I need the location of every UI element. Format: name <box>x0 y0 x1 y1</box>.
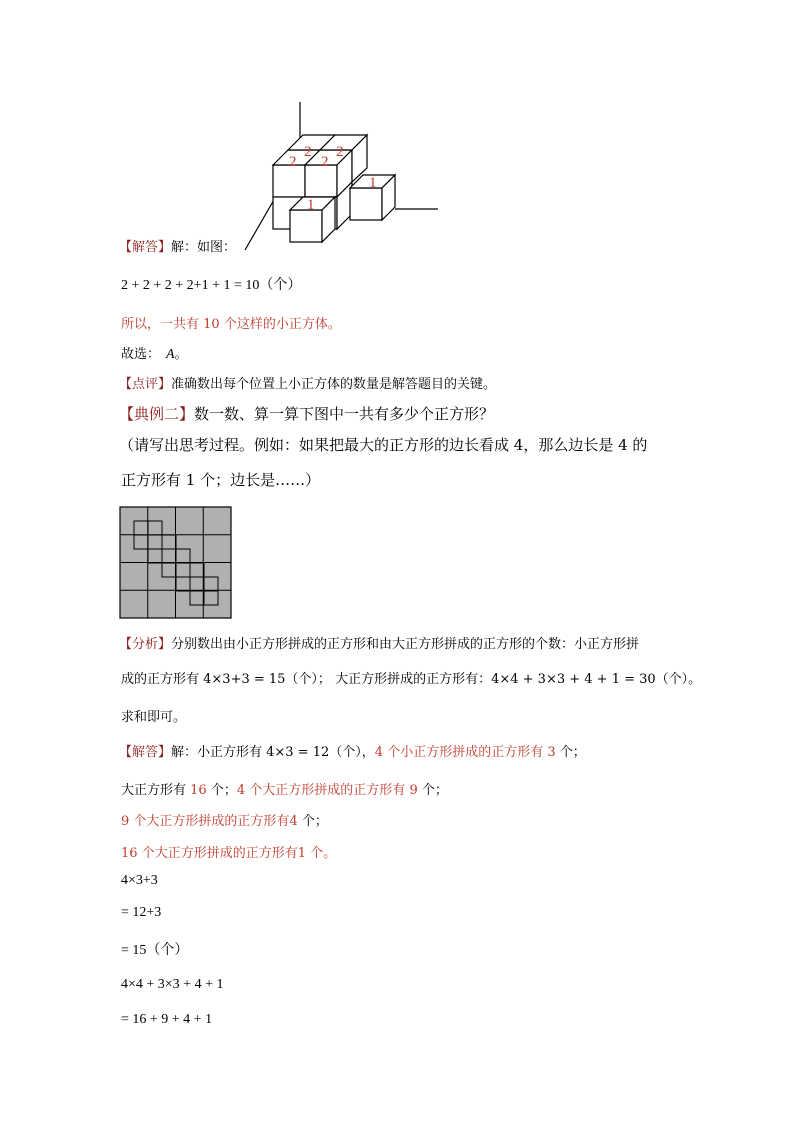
cube-label: 2 <box>321 154 329 170</box>
example-tag: 【典例二】 <box>119 405 195 423</box>
comment-tag: 【点评】 <box>119 377 172 392</box>
conclusion-pre: 所以，一共有 <box>121 317 200 332</box>
text: 16 <box>121 846 138 861</box>
text: 大正方形有 <box>121 783 187 798</box>
square-grid-figure <box>119 506 233 620</box>
text: 9 <box>121 814 130 829</box>
text: 1 <box>297 846 306 861</box>
cube-label: 1 <box>307 197 315 213</box>
text: 16 <box>190 783 207 798</box>
analysis-line2 <box>121 668 701 687</box>
analysis-text: 分别数出由小正方形拼成的正方形和由大正方形拼成的正方形的个数：小正方形拼 <box>171 637 640 652</box>
comment-text: 准确数出每个位置上小正方体的数量是解答题目的关键。 <box>171 377 497 392</box>
text: 4 <box>374 745 384 760</box>
example2-hint-2: 正方形有 1 个；边长是……） <box>121 471 321 489</box>
text: 个； <box>210 783 237 798</box>
conclusion-post: 个这样的小正方体。 <box>223 317 341 332</box>
calc1-line: = 15（个） <box>121 943 189 958</box>
example-question: 数一数、算一算下图中一共有多少个正方形？ <box>194 405 495 423</box>
text: 个； <box>559 745 586 760</box>
cube-label: 2 <box>336 144 344 160</box>
answer1-conclusion <box>121 313 341 332</box>
text: 4 <box>236 783 246 798</box>
text: 个。 <box>310 846 337 861</box>
choice-label: 故选： <box>121 347 161 362</box>
text: 3 <box>547 745 556 760</box>
calc2-line: = 16 + 9 + 4 + 1 <box>121 1012 213 1027</box>
analysis-small: 成的正方形有 4×3+3 = 15（个）； <box>121 672 331 687</box>
text: 个； <box>301 814 328 829</box>
text: 9 <box>409 783 418 798</box>
answer2-line3 <box>121 810 328 829</box>
text: 个大正方形拼成的正方形有 <box>249 783 406 798</box>
analysis-tag: 【分析】 <box>119 637 172 652</box>
analysis-line1 <box>119 633 639 652</box>
text: 个大正方形拼成的正方形有 <box>141 846 298 861</box>
comment1-line <box>119 373 496 392</box>
example2-question-line <box>119 403 494 424</box>
cube-label: 1 <box>369 175 377 191</box>
answer2-line2 <box>121 779 448 798</box>
text: 解：小正方形有 4×3 = 12（个）， <box>171 745 375 760</box>
choice-value: A <box>166 347 175 362</box>
text: 个大正方形拼成的正方形有 <box>133 814 290 829</box>
answer1-line <box>119 236 236 255</box>
answer1-equation: 2 + 2 + 2 + 2+1 + 1 = 10（个） <box>121 278 302 293</box>
calc2-line: 4×4 + 3×3 + 4 + 1 <box>121 977 224 992</box>
answer1-choice <box>121 343 188 363</box>
example2-hint-1: （请写出思考过程。例如：如果把最大的正方形的边长看成 4，那么边长是 4 的 <box>119 436 648 454</box>
analysis-large: 大正方形拼成的正方形有：4×4 + 3×3 + 4 + 1 = 30（个）。 <box>335 672 702 687</box>
cube-stack-figure <box>240 98 450 258</box>
calc1-line: = 12+3 <box>121 905 162 920</box>
cube-label: 2 <box>289 154 297 170</box>
conclusion-num: 10 <box>203 317 220 332</box>
cube-label: 2 <box>304 144 312 160</box>
answer2-line4 <box>121 842 336 861</box>
answer2-line1 <box>119 741 586 760</box>
text: 个小正方形拼成的正方形有 <box>387 745 544 760</box>
answer-intro: 解：如图： <box>171 240 237 255</box>
analysis-line3: 求和即可。 <box>121 710 187 725</box>
text: 个； <box>421 783 448 798</box>
answer-tag: 【解答】 <box>119 240 172 255</box>
choice-end: 。 <box>174 347 188 362</box>
answer-tag: 【解答】 <box>119 745 172 760</box>
calc1-line: 4×3+3 <box>121 873 158 888</box>
text: 4 <box>289 814 298 829</box>
